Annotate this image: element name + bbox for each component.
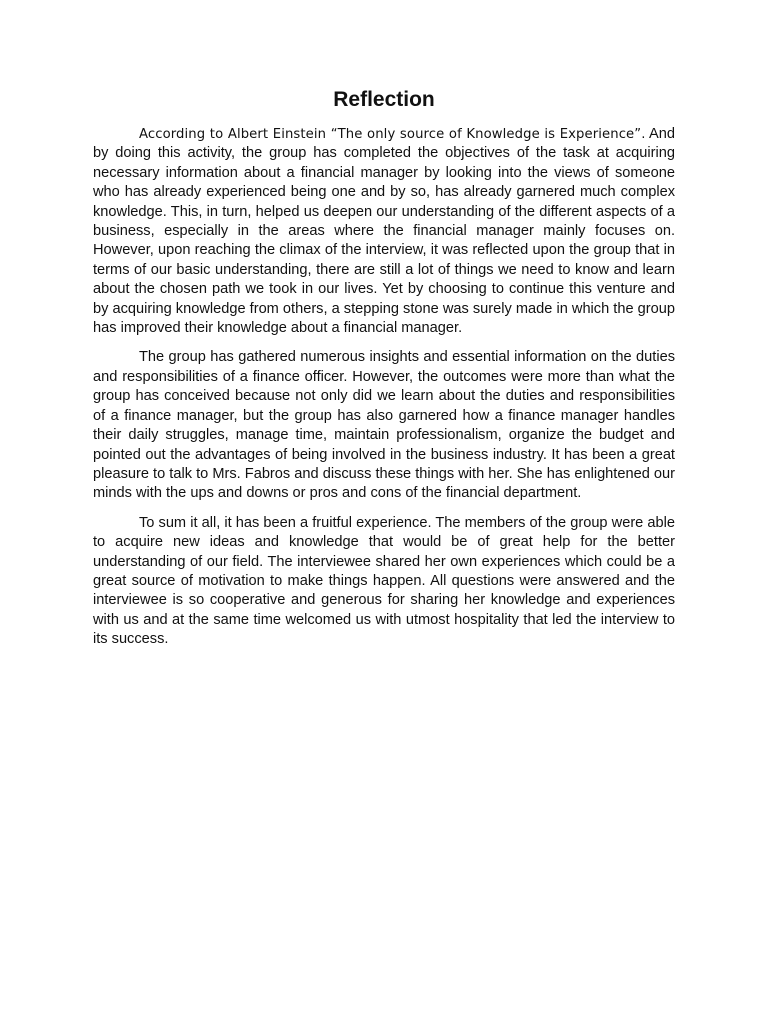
- paragraph-2: The group has gathered numerous insights and essential information on the duties and responsibilities of a finance officer. However, the outcomes were more than what the group has conceived because not only did we learn about the duties and responsibilities of a finance manager, but the group has also garnered how a finance manager handles their daily struggles, manage time, maintain professionalism, organize the budget and pointed out the advantages of being involved in the business industry. It has been a great pleasure to talk to Mrs. Fabros and discuss these things with her. She has enlightened our minds with the ups and downs or pros and cons of the financial department.: [93, 349, 675, 502]
- einstein-quote: According to Albert Einstein “The only source of Knowledge is Experience”.: [139, 127, 646, 142]
- document-body: [93, 125, 675, 660]
- page-title: Reflection: [333, 88, 435, 111]
- paragraph-3: To sum it all, it has been a fruitful experience. The members of the group were able to acquire new ideas and knowledge that would be of great help for the better understanding of our field. The interviewee shared her own experiences which could be a great source of motivation to make things happen. All questions were answered and the interviewee is so cooperative and generous for sharing her knowledge and experiences with us and at the same time welcomed us with utmost hospitality that led the interview to its success.: [93, 514, 675, 648]
- paragraph-1-text: And by doing this activity, the group has completed the objectives of the task at acquiring necessary information about a financial manager by looking into the views of someone who has already experienced being one and by so, has already garnered much complex knowledge. This, in turn, helped us deepen our understanding of the different aspects of a business, especially in the areas where the financial manager mainly focuses on. However, upon reaching the climax of the interview, it was reflected upon the group that in terms of our basic understanding, there are still a lot of things we need to know and learn about the chosen path we took in our lives. Yet by choosing to continue this venture and by acquiring knowledge from others, a stepping stone was surely made in which the group has improved their knowledge about a financial manager.: [93, 126, 675, 337]
- paragraph-1: [93, 125, 675, 338]
